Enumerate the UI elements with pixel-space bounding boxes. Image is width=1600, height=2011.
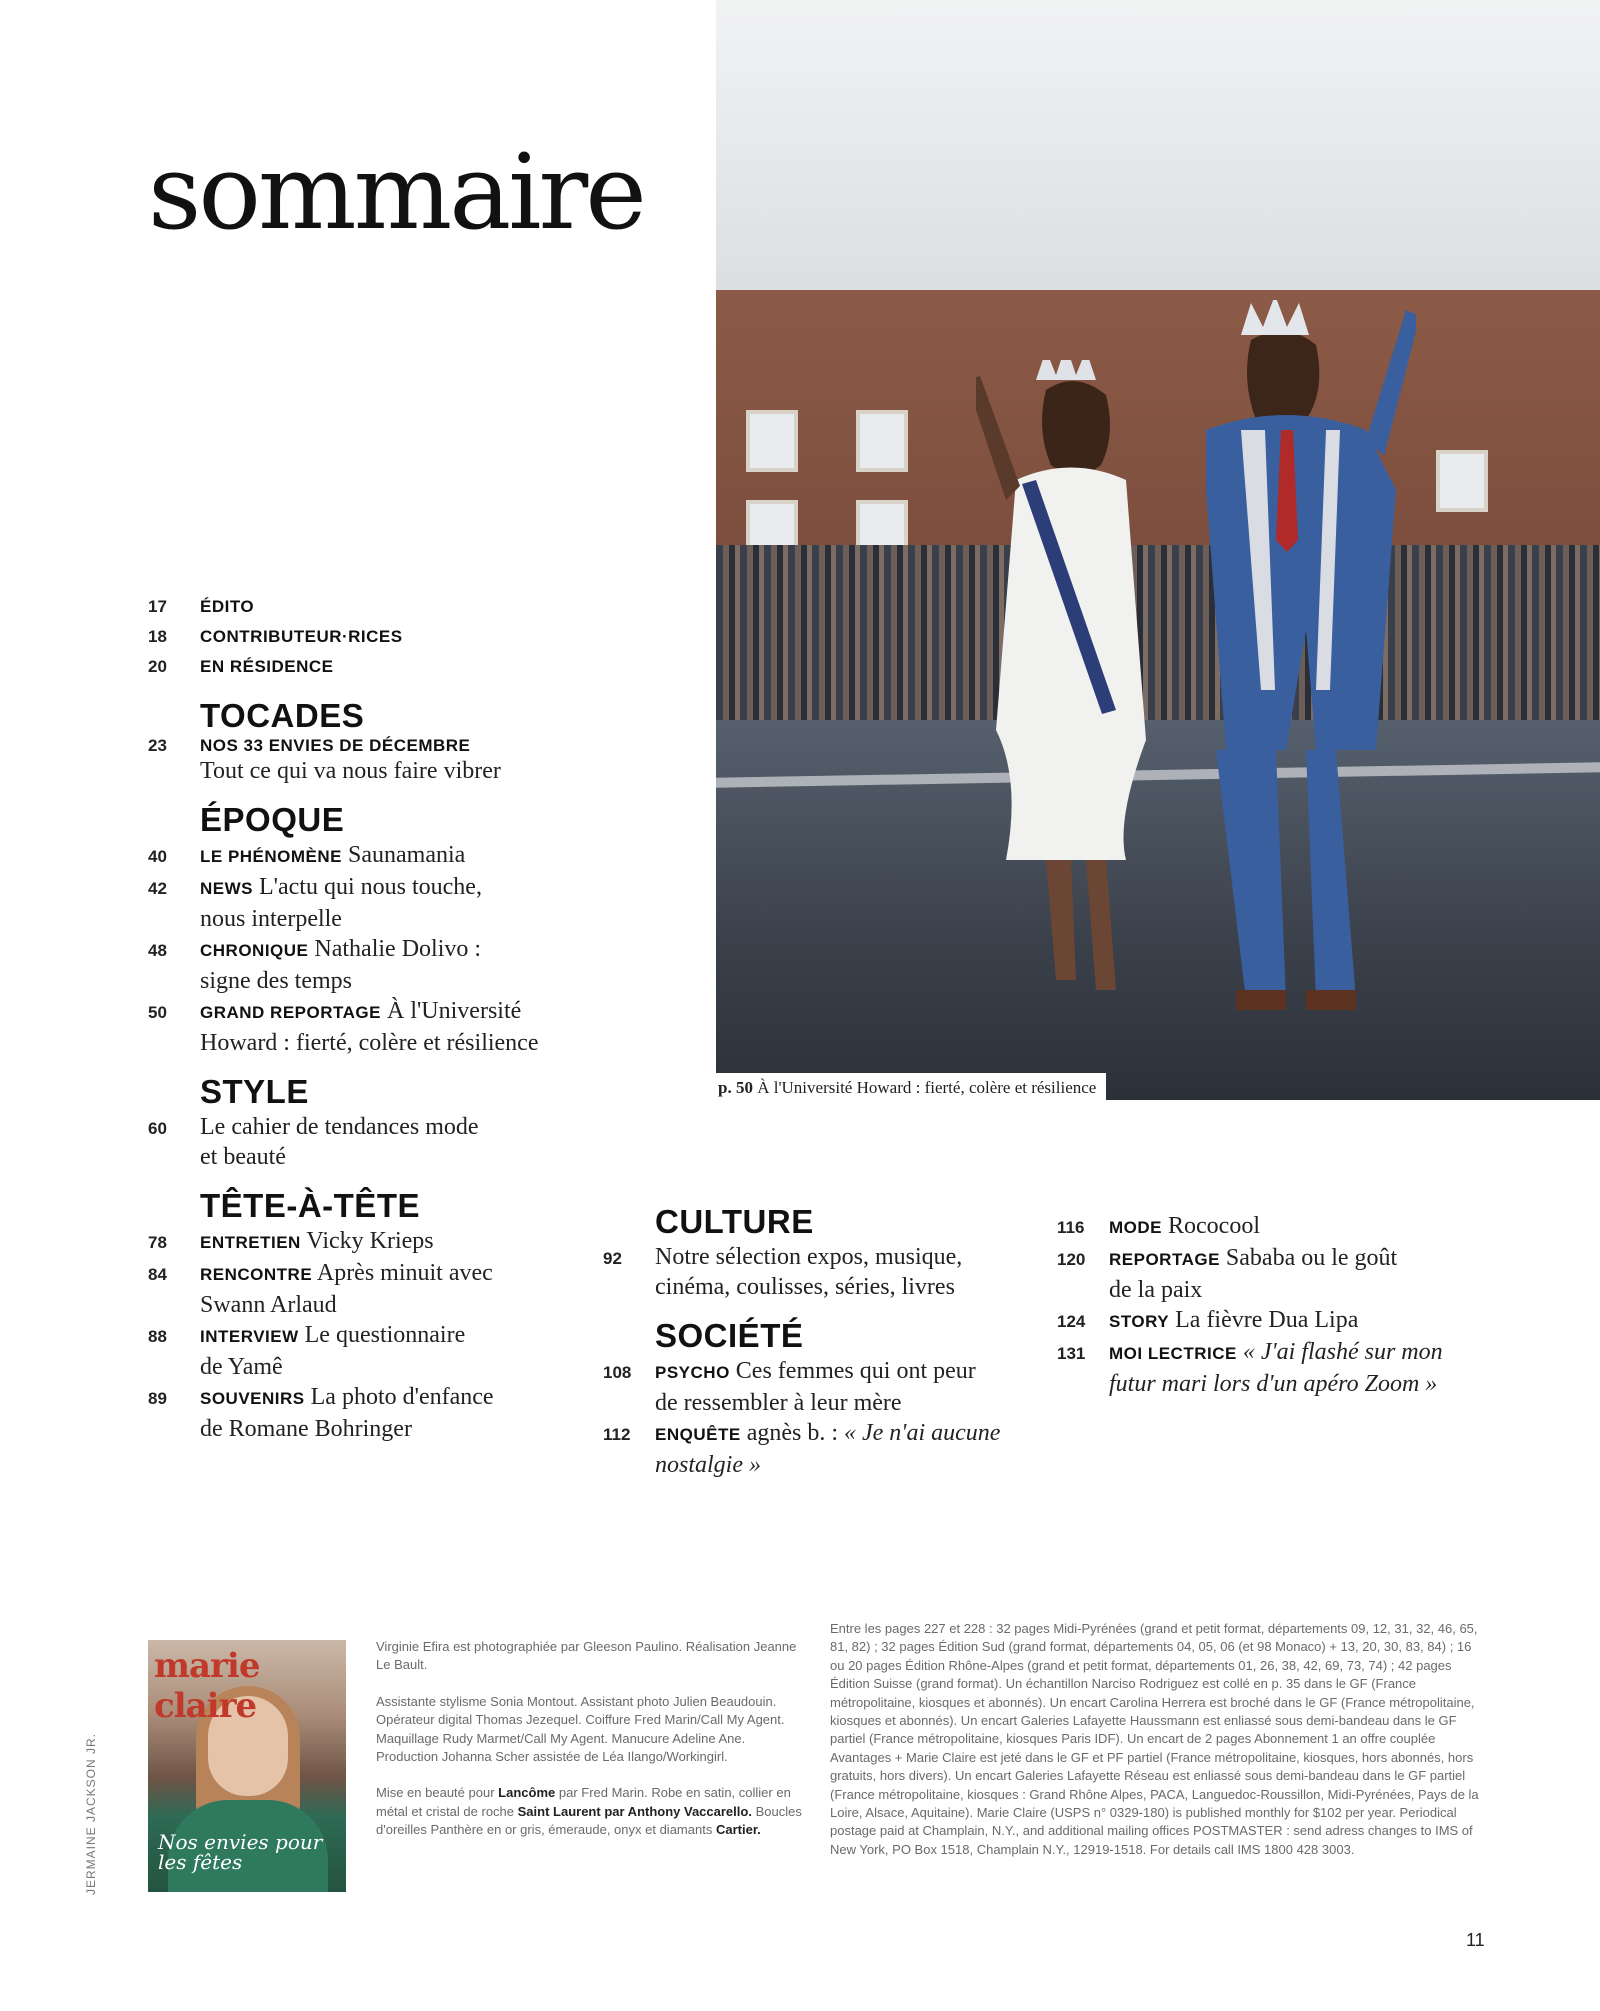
toc-entry[interactable]	[148, 996, 608, 1028]
toc-label: ENTRETIEN	[200, 1233, 301, 1252]
caption-page-ref: p. 50	[718, 1078, 753, 1097]
brand-name: Saint Laurent par Anthony Vaccarello.	[517, 1803, 752, 1819]
toc-entry[interactable]	[1057, 1337, 1517, 1369]
toc-quote: « J'ai flashé sur mon	[1242, 1339, 1443, 1365]
toc-entry[interactable]	[148, 652, 608, 682]
toc-text: Rococool	[1168, 1213, 1260, 1239]
toc-entry[interactable]	[148, 1382, 608, 1414]
magazine-cover-thumbnail	[148, 1640, 346, 1892]
toc-text: Ces femmes qui ont peur	[735, 1358, 976, 1384]
toc-page-number: 112	[603, 1425, 631, 1444]
toc-entry[interactable]	[148, 1226, 608, 1258]
toc-label: SOUVENIRS	[200, 1389, 305, 1408]
sky-background	[716, 0, 1600, 290]
toc-entry[interactable]	[1057, 1243, 1517, 1275]
toc-page-number: 60	[148, 1119, 167, 1138]
toc-page-number: 124	[1057, 1312, 1086, 1331]
toc-entry[interactable]	[148, 1112, 608, 1142]
toc-page-number: 18	[148, 627, 167, 646]
toc-entry[interactable]	[148, 736, 608, 756]
toc-text: La photo d'enfance	[310, 1384, 494, 1410]
toc-page-number: 50	[148, 1003, 167, 1022]
brand-name: Lancôme	[498, 1785, 556, 1801]
toc-label: NOS 33 ENVIES DE DÉCEMBRE	[200, 736, 471, 755]
toc-text: Tout ce qui va nous faire vibrer	[200, 758, 501, 784]
toc-text: Le cahier de tendances mode	[200, 1114, 479, 1140]
toc-text: et beauté	[200, 1144, 286, 1170]
toc-page-number: 131	[1057, 1344, 1086, 1363]
toc-entry[interactable]	[148, 622, 608, 652]
toc-label: PSYCHO	[655, 1363, 730, 1382]
toc-page-number: 48	[148, 941, 167, 960]
toc-text: L'actu qui nous touche,	[259, 874, 482, 900]
toc-text: de Yamê	[200, 1354, 283, 1380]
toc-entry[interactable]	[1057, 1211, 1517, 1243]
toc-quote: nostalgie »	[655, 1452, 761, 1478]
toc-label: MOI LECTRICE	[1109, 1344, 1237, 1363]
toc-quote: « Je n'ai aucune	[844, 1420, 1001, 1446]
legal-notice	[830, 1620, 1485, 1877]
toc-page-number: 23	[148, 736, 167, 755]
cover-logo: marie claire	[154, 1646, 260, 1726]
toc-label: LE PHÉNOMÈNE	[200, 847, 343, 866]
toc-label: EN RÉSIDENCE	[200, 657, 334, 676]
toc-page-number: 20	[148, 657, 167, 676]
toc-label: GRAND REPORTAGE	[200, 1003, 381, 1022]
toc-label: NEWS	[200, 879, 253, 898]
toc-page-number: 120	[1057, 1250, 1086, 1269]
toc-entry[interactable]	[148, 1258, 608, 1290]
toc-quote: futur mari lors d'un apéro Zoom »	[1109, 1371, 1438, 1397]
toc-text: cinéma, coulisses, séries, livres	[655, 1274, 955, 1300]
section-heading-style: STYLE	[200, 1073, 309, 1110]
toc-column-2	[603, 1202, 1033, 1480]
toc-entry[interactable]	[1057, 1305, 1517, 1337]
section-heading-societe: SOCIÉTÉ	[655, 1317, 804, 1354]
toc-text: de la paix	[1109, 1277, 1203, 1303]
toc-page-number: 89	[148, 1389, 167, 1408]
toc-text: de ressembler à leur mère	[655, 1390, 902, 1416]
homecoming-queen-figure	[976, 360, 1166, 1010]
toc-label: CHRONIQUE	[200, 941, 309, 960]
toc-label: RENCONTRE	[200, 1265, 313, 1284]
toc-label: ENQUÊTE	[655, 1425, 741, 1444]
toc-entry[interactable]	[148, 934, 608, 966]
toc-label: STORY	[1109, 1312, 1170, 1331]
toc-page-number: 88	[148, 1327, 167, 1346]
toc-page-number: 116	[1057, 1218, 1085, 1237]
toc-label: CONTRIBUTEUR·RICES	[200, 627, 403, 646]
toc-text: Le questionnaire	[304, 1322, 466, 1348]
toc-label: REPORTAGE	[1109, 1250, 1220, 1269]
photo-credit: JERMAINE JACKSON JR.	[84, 1732, 98, 1895]
toc-label: INTERVIEW	[200, 1327, 299, 1346]
toc-entry[interactable]	[148, 872, 608, 904]
toc-text: signe des temps	[200, 968, 352, 994]
credits-paragraph: Assistante stylisme Sonia Montout. Assistant photo Julien Beaudouin. Opérateur digital Thomas Jezequel. Coiffure Fred Marin/Call My Agent. Maquillage Rudy Marmet/Call My Agent. Manucure Adeline Ane. Production Johanna Scher assistée de Léa Ilango/Workingirl.	[376, 1693, 785, 1765]
toc-entry[interactable]	[148, 592, 608, 622]
toc-text: À l'Université	[386, 998, 522, 1024]
toc-entry[interactable]	[603, 1356, 1033, 1388]
toc-entry[interactable]	[603, 1242, 1033, 1272]
toc-text: Sababa ou le goût	[1225, 1245, 1398, 1271]
photo-caption	[716, 1073, 1106, 1102]
toc-label: ÉDITO	[200, 597, 255, 616]
toc-text: agnès b. :	[746, 1420, 838, 1446]
toc-text: nous interpelle	[200, 906, 342, 932]
toc-entry[interactable]	[603, 1418, 1033, 1450]
toc-page-number: 40	[148, 847, 167, 866]
toc-text: Notre sélection expos, musique,	[655, 1244, 963, 1270]
toc-entry[interactable]	[148, 1320, 608, 1352]
toc-page-number: 78	[148, 1233, 167, 1252]
toc-text: Swann Arlaud	[200, 1292, 337, 1318]
cover-tagline: Nos envies pour les fêtes	[158, 1830, 323, 1874]
page-number: 11	[1466, 1930, 1485, 1950]
brand-name: Cartier.	[715, 1822, 761, 1838]
credits-paragraph: Virginie Efira est photographiée par Gleeson Paulino. Réalisation Jeanne Le Bault.	[376, 1639, 797, 1673]
section-heading-tocades: TOCADES	[200, 697, 365, 734]
toc-label: MODE	[1109, 1218, 1162, 1237]
legal-text: Entre les pages 227 et 228 : 32 pages Midi-Pyrénées (grand et petit format, départements 09, 12, 31, 32, 46, 65, 81, 82) ; 32 pages Édition Sud (grand format, départements 04, 05, 06 (et 98 Monaco) + 13, 20, 30, 83, 84) ; 16 ou 20 pages Édition Rhône-Alpes (grand et petit format, départements 01, 26, 38, 42, 69, 73, 74) ; 42 pages Édition Suisse (grand format). Un échantillon Narciso Rodriguez est collé en p. 35 dans le GF (France métropolitaine, kiosques et abonnés). Un encart Carolina Herrera est broché dans le GF (France métropolitaine, kiosques et abonnés). Un encart Galeries Lafayette Haussmann est enliassé sous demi-bandeau dans le GF partiel (France métropolitaine, kiosques Paris IDF). Un encart de 2 pages Abonnement 1 an offre couplée Avantages + Marie Claire est jeté dans le GF et PF partiel (France métropolitaine, kiosques, hors abonnés, hors gratuits, hors divers). Un encart Galeries Lafayette Réseau est enliassé sous demi-bandeau dans le GF partiel (France métropolitaine, kiosques : Grand Rhône Alpes, PACA, Languedoc-Roussillon, Midi-Pyrénées, Pays de la Loire, Alsace, Aquitaine). Marie Claire (USPS n° 0329-180) is published monthly for $102 per year. Periodical postage paid at Champlain, N.Y., and additional mailing offices POSTMASTER : send adress changes to IMS of New York, PO Box 1518, Champlain N.Y., 12919-1518. For details call IMS 1800 428 3003.	[830, 1621, 1479, 1857]
toc-page-number: 108	[603, 1363, 632, 1382]
section-heading-culture: CULTURE	[655, 1203, 814, 1240]
homecoming-king-figure	[1156, 300, 1416, 1020]
toc-page-number: 92	[603, 1249, 622, 1268]
cover-credits	[376, 1638, 806, 1858]
toc-text: Howard : fierté, colère et résilience	[200, 1030, 539, 1056]
toc-column-3	[1057, 1211, 1517, 1399]
toc-text: La fièvre Dua Lipa	[1175, 1307, 1359, 1333]
section-heading-tete-a-tete: TÊTE-À-TÊTE	[200, 1187, 420, 1224]
hero-photo	[716, 0, 1600, 1100]
toc-text: Nathalie Dolivo :	[314, 936, 482, 962]
caption-text: À l'Université Howard : fierté, colère et résilience	[757, 1078, 1097, 1097]
section-heading-epoque: ÉPOQUE	[200, 801, 345, 838]
toc-column-1	[148, 592, 608, 1444]
toc-page-number: 42	[148, 879, 167, 898]
toc-page-number: 84	[148, 1265, 167, 1284]
credits-paragraph: Mise en beauté pour Lancôme par Fred Marin. Robe en satin, collier en métal et cristal de roche Saint Laurent par Anthony Vaccarello. Boucles d'oreilles Panthère en or gris, émeraude, onyx et diamants Cartier.	[376, 1785, 802, 1838]
page-title: sommaire	[148, 131, 644, 253]
toc-text: de Romane Bohringer	[200, 1416, 412, 1442]
toc-entry[interactable]	[148, 840, 608, 872]
toc-text: Après minuit avec	[316, 1260, 493, 1286]
toc-page-number: 17	[148, 597, 167, 616]
toc-text: Saunamania	[348, 842, 466, 868]
toc-text: Vicky Krieps	[306, 1228, 434, 1254]
